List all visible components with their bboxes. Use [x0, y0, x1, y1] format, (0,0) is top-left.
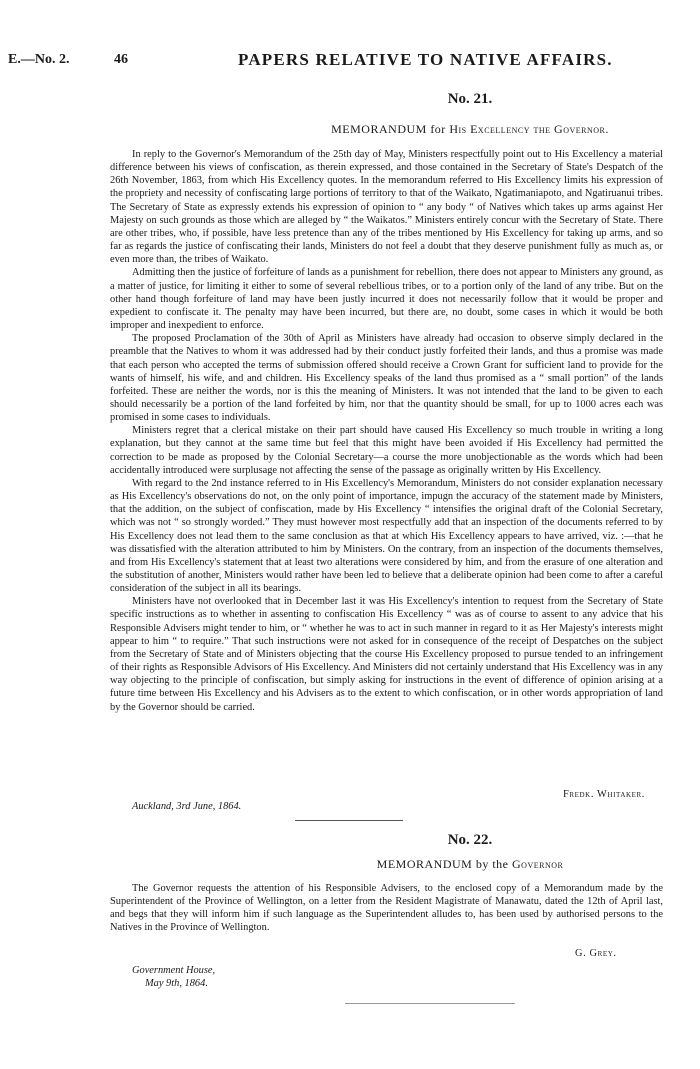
- memorandum-title: MEMORANDUM by the: [376, 857, 509, 871]
- series-reference: E.—No. 2.: [8, 52, 70, 67]
- place-line-2: May 9th, 1864.: [145, 978, 208, 989]
- paragraph-6: Ministers have not overlooked that in December last it was His Excellency's intention to request from the Secretary of State specific instructions as to whether in assenting to confiscation His Excellency “ was as of course to assent to any advice that his Responsible Advisers might tender to him, or “ whether he was to act in such manner in regard to it as Her Majesty's interests might appear to him “ to require.” That such instructions were not asked for in consequence of the receipt of Despatches on the subject from the Secretary of State and of Ministers objecting that the course His Excellency proposed to pursue tended to an infringement of their rights as Responsible Advisors of His Excellency. And Ministers did not certainly understand that His Excellency was in any way objecting to the principle of confiscation, but simply asking for instructions in the event of difference of opinion arising at a future time between His Excellency and his Advisers as to the extent to which confiscation, or in other words appropriation of land by the Governor should be carried.: [110, 596, 663, 713]
- memorandum-author: Governor: [512, 857, 564, 871]
- document-number-22: No. 22.: [447, 832, 493, 848]
- memorandum-22-body: [110, 882, 663, 935]
- paragraph-5: With regard to the 2nd instance referred to in His Excellency's Memorandum, Ministers do not consider explanation necessary as His Excellency's observations do not, on the only point of importance, impugn the accuracy of the statement made by Ministers, that the addition, on the subject of confiscation, made by His Excellency “ intensifies the original draft of the Colonial Secretary, which was not “ so strongly worded.” They must however most respectfully add that an inspection of the documents referred to by His Excellency does not lead them to the same conclusion as that at which His Excellency appears to have arrived, viz. :—that he was dissatisfied with the alteration attributed to him by Ministers. On the contrary, from an inspection of the documents themselves, and from His Excellency's statement that at least two alterations were considered by him, and from the erasure of one alteration and the substitution of another, Ministers would rather have been led to believe that a deliberate opinion had been come to after a careful consideration of the subject in all its bearings.: [110, 477, 663, 595]
- running-title: PAPERS RELATIVE TO NATIVE AFFAIRS.: [238, 50, 613, 69]
- running-header: [8, 50, 680, 72]
- end-rule: [345, 1003, 515, 1004]
- signature-whitaker: Fredk. Whitaker.: [563, 789, 646, 800]
- signature-grey: G. Grey.: [575, 948, 617, 959]
- paragraph-1: In reply to the Governor's Memorandum of the 25th day of May, Ministers respectfully point out to His Excellency a material difference between his views of confiscation, as therein expressed, and those contained in the Secretary of State's Despatch of the 26th November, 1863, from which His Excellency quotes. In the memorandum referred to His Excellency limits his expression of the propriety and necessity of confiscating large portions of territory to that of the Waikato, Ngatimaniapoto, and Ngatiruanui tribes. The Secretary of State as expressly extends his expression of opinion to “ any body “ of Natives which takes up arms against Her Majesty on such grounds as those which are alleged by “ the Waikatos.” Ministers entirely concur with the Secretary of State. There are other tribes, who, if possible, have less pretence than any of the tribes mentioned by His Excellency for taking up arms, and so far as regards the justice of confiscating their lands, Ministers do not feel a doubt that they deserve punishment fully as much as, or even more than, the tribes of Waikato.: [110, 149, 663, 266]
- section-divider: [295, 820, 403, 821]
- memorandum-heading-22: [240, 857, 700, 872]
- memorandum-addressee: His Excellency the Governor.: [449, 122, 609, 136]
- page-number: 46: [114, 52, 128, 67]
- paragraph-4: Ministers regret that a clerical mistake on their part should have caused His Excellency so much trouble in writing a long explanation, but they cannot at the same time but feel that this might have been avoided if His Excellency had permitted the correction to be made as proposed by the Colonial Secretary—a course the more unobjectionable as the words which had been accidentally introduced were surplusage not affecting the sense of the passage as originally written by His Excellency.: [110, 425, 663, 476]
- memorandum-heading-21: [240, 122, 700, 137]
- memorandum-21-body: [110, 148, 663, 714]
- place-date-21: Auckland, 3rd June, 1864.: [132, 801, 242, 812]
- paragraph-3: The proposed Proclamation of the 30th of April as Ministers have already had occasion to observe simply declared in the preamble that the Natives to whom it was addressed had by their conduct justly forfeited their lands, and thus a promise was made that each person who accepted the terms of submission offered should receive a Crown Grant for sufficient land to provide for the wants of himself, his wife, and and children. His Excellency speaks of the land thus promised as a “ small portion” of the lands forfeited. These are neither the words, nor is this the meaning of Ministers. It was not intended that the land to be given to each should necessarily be a portion of the land forfeited by him, nor that the quantity should be small, for up to 1000 acres each was promised in some cases to individuals.: [110, 333, 663, 424]
- memorandum-title: MEMORANDUM for: [331, 122, 446, 136]
- document-number-21: No. 21.: [447, 91, 493, 107]
- place-line-1: Government House,: [132, 965, 216, 976]
- paragraph-2: Admitting then the justice of forfeiture of lands as a punishment for rebellion, there does not appear to Ministers any ground, as a matter of justice, for limiting it either to some of several rebellious tribes, or to a portion only of the land of any tribe. But on the other hand though forfeiture of land may have been justly incurred it does not necessarily follow that it would be proper and expedient to confiscate it. The penalty may have been incurred, but there are, no doubt, some cases in which it would be both improper and inexpedient to enforce.: [110, 267, 663, 332]
- paragraph-1: The Governor requests the attention of his Responsible Advisers, to the enclosed copy of a Memorandum made by the Superintendent of the Province of Wellington, on a letter from the Resident Magistrate of Manawatu, dated the 12th of April last, and begs that they will inform him if such language as the Superintendent alludes to, has been used by authorised persons to the Natives in the Province of Wellington.: [110, 883, 663, 934]
